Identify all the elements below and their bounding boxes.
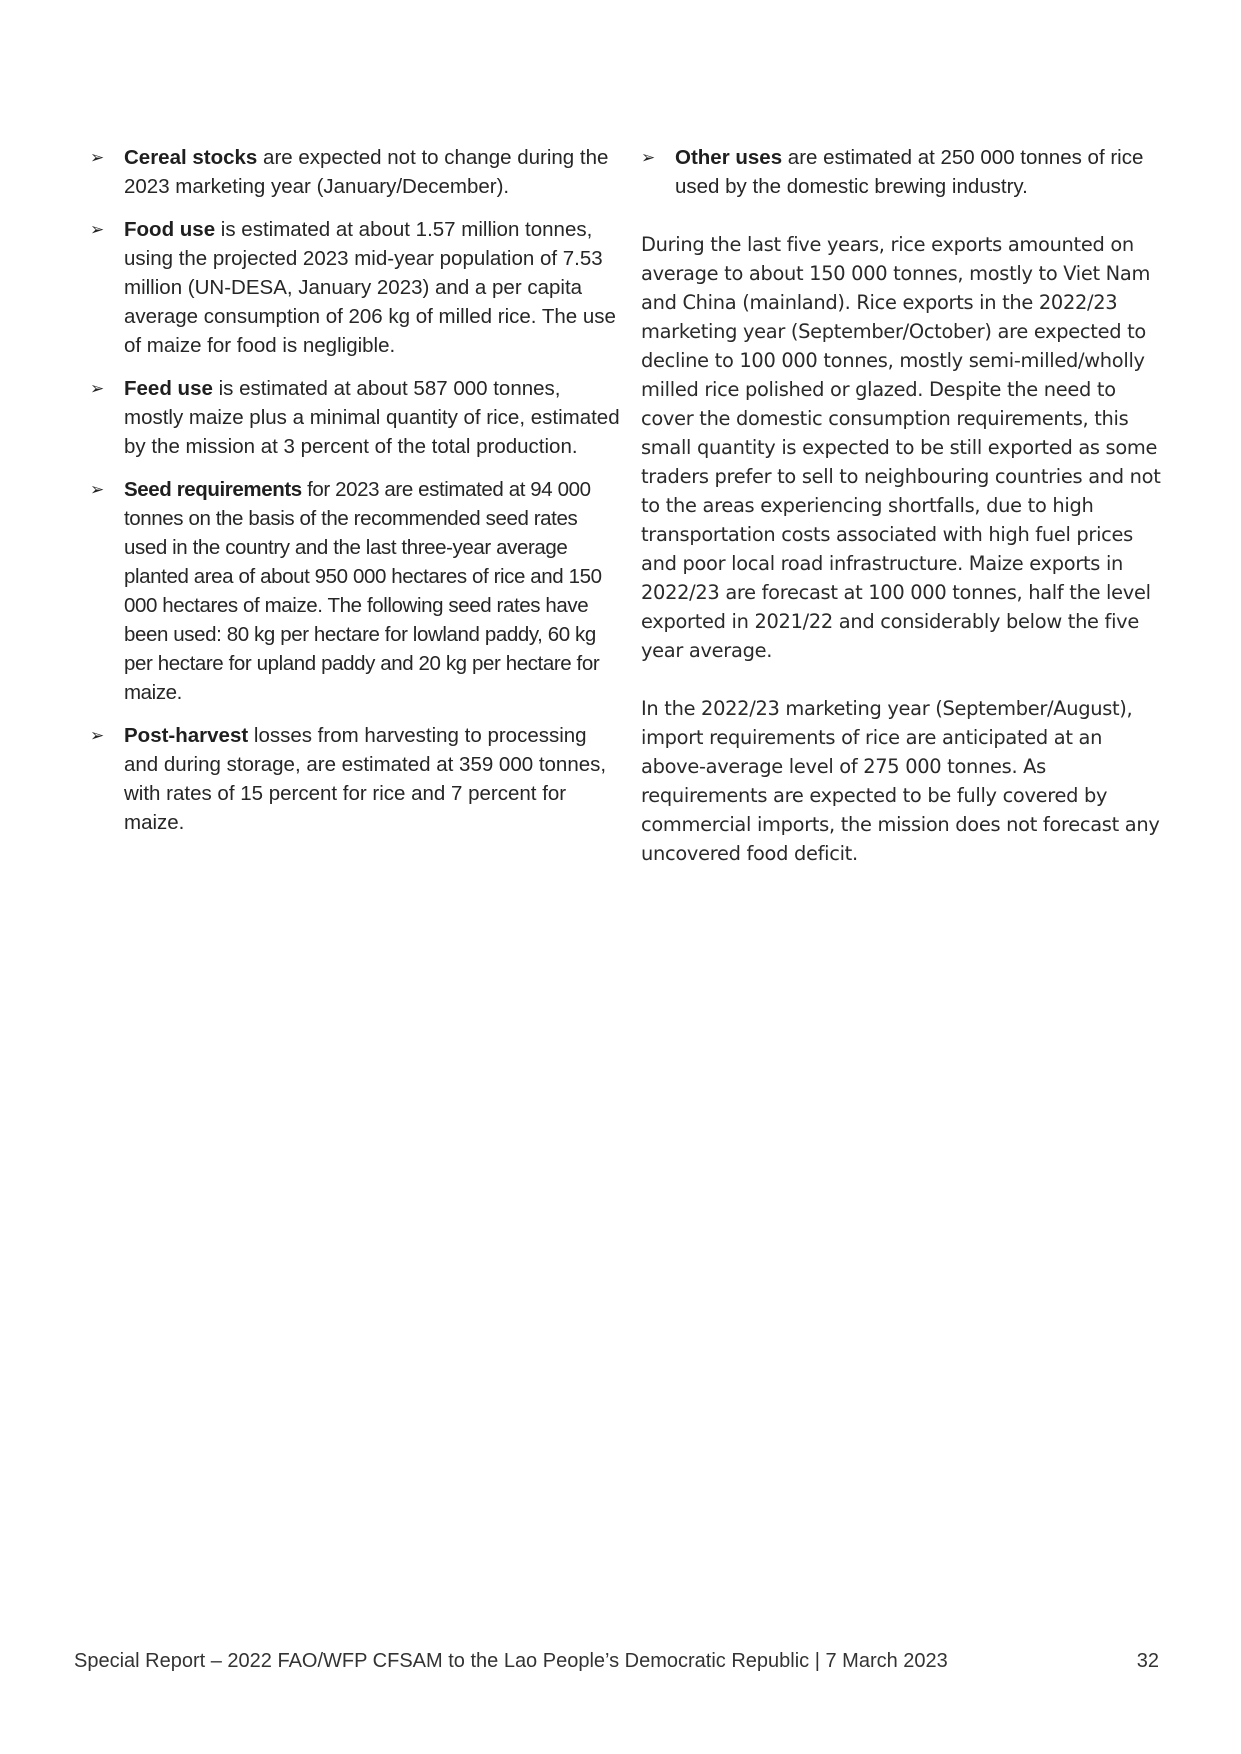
left-column [90, 143, 620, 851]
bullet-text: is estimated at about 1.57 million tonnes, using the projected 2023 mid-year population of 7.53 million (UN-DESA, January 2023) and a per capita average consumption of 206 kg of milled rice. The use of maize for food is negligible. [124, 218, 616, 357]
bullet-post-harvest [90, 721, 620, 837]
arrowhead-bullet-icon: ➢ [90, 220, 105, 239]
arrowhead-bullet-icon: ➢ [90, 480, 104, 499]
bullet-cereal-stocks [90, 143, 620, 201]
bullet-feed-use [90, 374, 620, 461]
paragraph-rice-exports: During the last five years, rice exports amounted on average to about 150 000 tonnes, mostly to Viet Nam and China (mainland). Rice exports in the 2022/23 marketing year (September/October) are expected to decline to 100 000 tonnes, mostly semi-milled/wholly milled rice polished or glazed. Despite the need to cover the domestic consumption requirements, this small quantity is expected to be still exported as some traders prefer to sell to neighbouring countries and not to the areas experiencing shortfalls, due to high transportation costs associated with high fuel prices and poor local road infrastructure. Maize exports in 2022/23 are forecast at 100 000 tonnes, half the level exported in 2021/22 and considerably below the five year average. [641, 233, 1161, 662]
bullet-text: are expected not to change during the 2023 marketing year (January/December). [124, 146, 609, 198]
bullet-term: Feed use [124, 377, 213, 400]
bullet-food-use [90, 215, 620, 360]
arrowhead-bullet-icon: ➢ [90, 726, 105, 745]
footer-reference: Special Report – 2022 FAO/WFP CFSAM to the Lao People’s Democratic Republic | 7 March 2023 [74, 1650, 948, 1672]
paragraph-import-requirements: In the 2022/23 marketing year (September/August), import requirements of rice are anticipated at an above-average level of 275 000 tonnes. As requirements are expected to be fully covered by commercial imports, the mission does not forecast any uncovered food deficit. [641, 697, 1160, 865]
arrowhead-bullet-icon: ➢ [90, 379, 105, 398]
arrowhead-bullet-icon: ➢ [90, 148, 105, 167]
bullet-text: losses from harvesting to processing and during storage, are estimated at 359 000 tonnes, with rates of 15 percent for rice and 7 percent for maize. [124, 724, 607, 834]
bullet-term: Cereal stocks [124, 146, 258, 169]
bullet-seed-requirements [90, 475, 620, 707]
bullet-text: is estimated at about 587 000 tonnes, mostly maize plus a minimal quantity of rice, estimated by the mission at 3 percent of the total production. [124, 377, 620, 458]
bullet-term: Post-harvest [124, 724, 249, 747]
bullet-term: Food use [124, 218, 216, 241]
bullet-text: are estimated at 250 000 tonnes of rice used by the domestic brewing industry. [675, 146, 1144, 198]
bullet-other-uses [641, 143, 1171, 201]
arrowhead-bullet-icon: ➢ [641, 148, 656, 167]
bullet-text: for 2023 are estimated at 94 000 tonnes on the basis of the recommended seed rates used in the country and the last three-year average planted area of about 950 000 hectares of rice and 150 000 hectares of maize. The following seed rates have been used: 80 kg per hectare for lowland paddy, 60 kg per hectare for upland paddy and 20 kg per hectare for maize. [124, 478, 602, 704]
bullet-term: Other uses [675, 146, 783, 169]
page-number: 32 [1136, 1650, 1159, 1672]
bullet-term: Seed requirements [124, 478, 302, 501]
right-column [641, 143, 1171, 897]
